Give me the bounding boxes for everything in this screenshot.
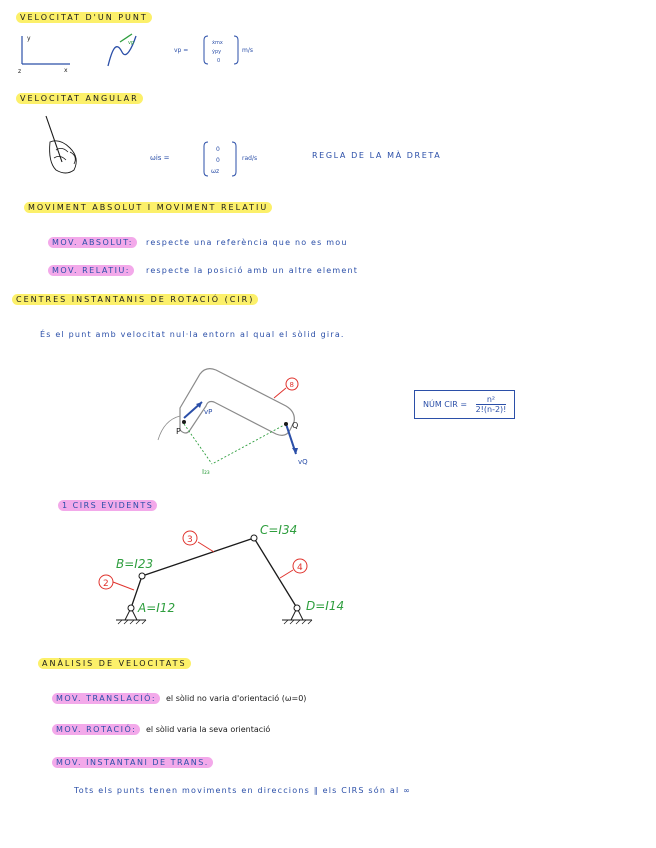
axis-y-label: y (27, 35, 31, 42)
label-i23: I₂₃ (202, 468, 210, 476)
construction-line-q (212, 424, 286, 464)
mov-absolut-label: MOV. ABSOLUT: (48, 237, 137, 248)
section-title-moviment: MOVIMENT ABSOLUT I MOVIMENT RELATIU (24, 202, 272, 213)
label-d-i14: D=I14 (306, 599, 345, 613)
vp-formula-lhs: vp = (174, 47, 189, 54)
four-bar-linkage (96, 516, 366, 636)
section-title-analisis: ANÀLISIS DE VELOCITATS (38, 658, 191, 669)
rotation-axis-arrow (46, 116, 62, 162)
link-4 (254, 538, 297, 608)
mov-relatiu-text: respecte la posició amb un altre element (146, 266, 359, 275)
mov-rotacio-label: MOV. ROTACIÓ: (52, 724, 140, 735)
cir-definition: És el punt amb velocitat nul·la entorn al qual el sòlid gira. (40, 330, 345, 339)
section-title-velocitat-punt: VELOCITAT D'UN PUNT (16, 12, 152, 23)
cir-body-diagram (150, 360, 330, 480)
joint-d (294, 605, 300, 611)
curve-vp-label: vp (128, 40, 135, 46)
omega-row-3: ωz (211, 168, 220, 175)
omega-formula (148, 138, 298, 182)
axis-z-label: z (18, 68, 22, 75)
hand-outline (50, 141, 77, 173)
label-b-i23: B=I23 (116, 557, 154, 571)
mov-instantani-text: Tots els punts tenen moviments en direccions ∥ els CIRS són al ∞ (74, 786, 412, 795)
body-number: 8 (289, 381, 294, 389)
velocitat-punt-sketch (12, 30, 272, 78)
axis-x-label: x (64, 67, 68, 74)
link-2-number: 2 (103, 579, 109, 589)
label-vq: vQ (298, 458, 308, 466)
section-title-cir: CENTRES INSTANTANIS DE ROTACIÓ (CIR) (12, 294, 258, 305)
label-p: P (176, 427, 181, 436)
right-hand-rule: REGLA DE LA MÀ DRETA (312, 151, 442, 160)
num-cir-label: NÚM CIR = (423, 400, 468, 409)
joint-a (128, 605, 134, 611)
point-p (182, 420, 186, 424)
omega-row-2: 0 (216, 157, 220, 164)
omega-row-1: 0 (216, 146, 220, 153)
num-cir-fraction (476, 395, 507, 414)
joint-b (139, 573, 145, 579)
vp-row-3: 0 (217, 58, 221, 64)
num-cir-formula-box (414, 390, 515, 419)
label-vp: vP (204, 408, 213, 416)
num-cir-numerator: n² (476, 395, 507, 405)
mov-translacio-label: MOV. TRANSLACIÓ: (52, 693, 160, 704)
num-cir-denominator: 2!(n-2)! (475, 405, 507, 414)
section-title-cirs-evidents: 1 CIRS EVIDENTS (58, 500, 157, 511)
label-q: Q (292, 421, 299, 430)
omega-unit: rad/s (242, 155, 258, 162)
point-q (284, 422, 288, 426)
vp-unit: m/s (242, 47, 253, 54)
right-hand-sketch (36, 112, 96, 182)
link-3-number: 3 (187, 535, 193, 545)
link-4-number: 4 (297, 563, 303, 573)
mov-absolut-text: respecte una referència que no es mou (146, 238, 348, 247)
mov-translacio-text: el sòlid no varia d'orientació (ω=0) (166, 694, 307, 703)
joint-c (251, 535, 257, 541)
mov-relatiu-label: MOV. RELATIU: (48, 265, 134, 276)
mov-rotacio-text: el sòlid varia la seva orientació (146, 725, 271, 734)
link-3 (142, 538, 254, 576)
vp-row-1: ẋmx (212, 40, 223, 46)
omega-formula-lhs: ωis = (150, 154, 170, 162)
mov-instantani-label: MOV. INSTANTANI DE TRANS. (52, 757, 213, 768)
vp-row-2: ẏpy (212, 49, 222, 55)
rigid-body-outline (180, 369, 294, 436)
section-title-velocitat-angular: VELOCITAT ANGULAR (16, 93, 143, 104)
construction-line-p (184, 424, 212, 464)
label-a-i12: A=I12 (138, 601, 176, 615)
label-c-i34: C=I34 (260, 523, 298, 537)
